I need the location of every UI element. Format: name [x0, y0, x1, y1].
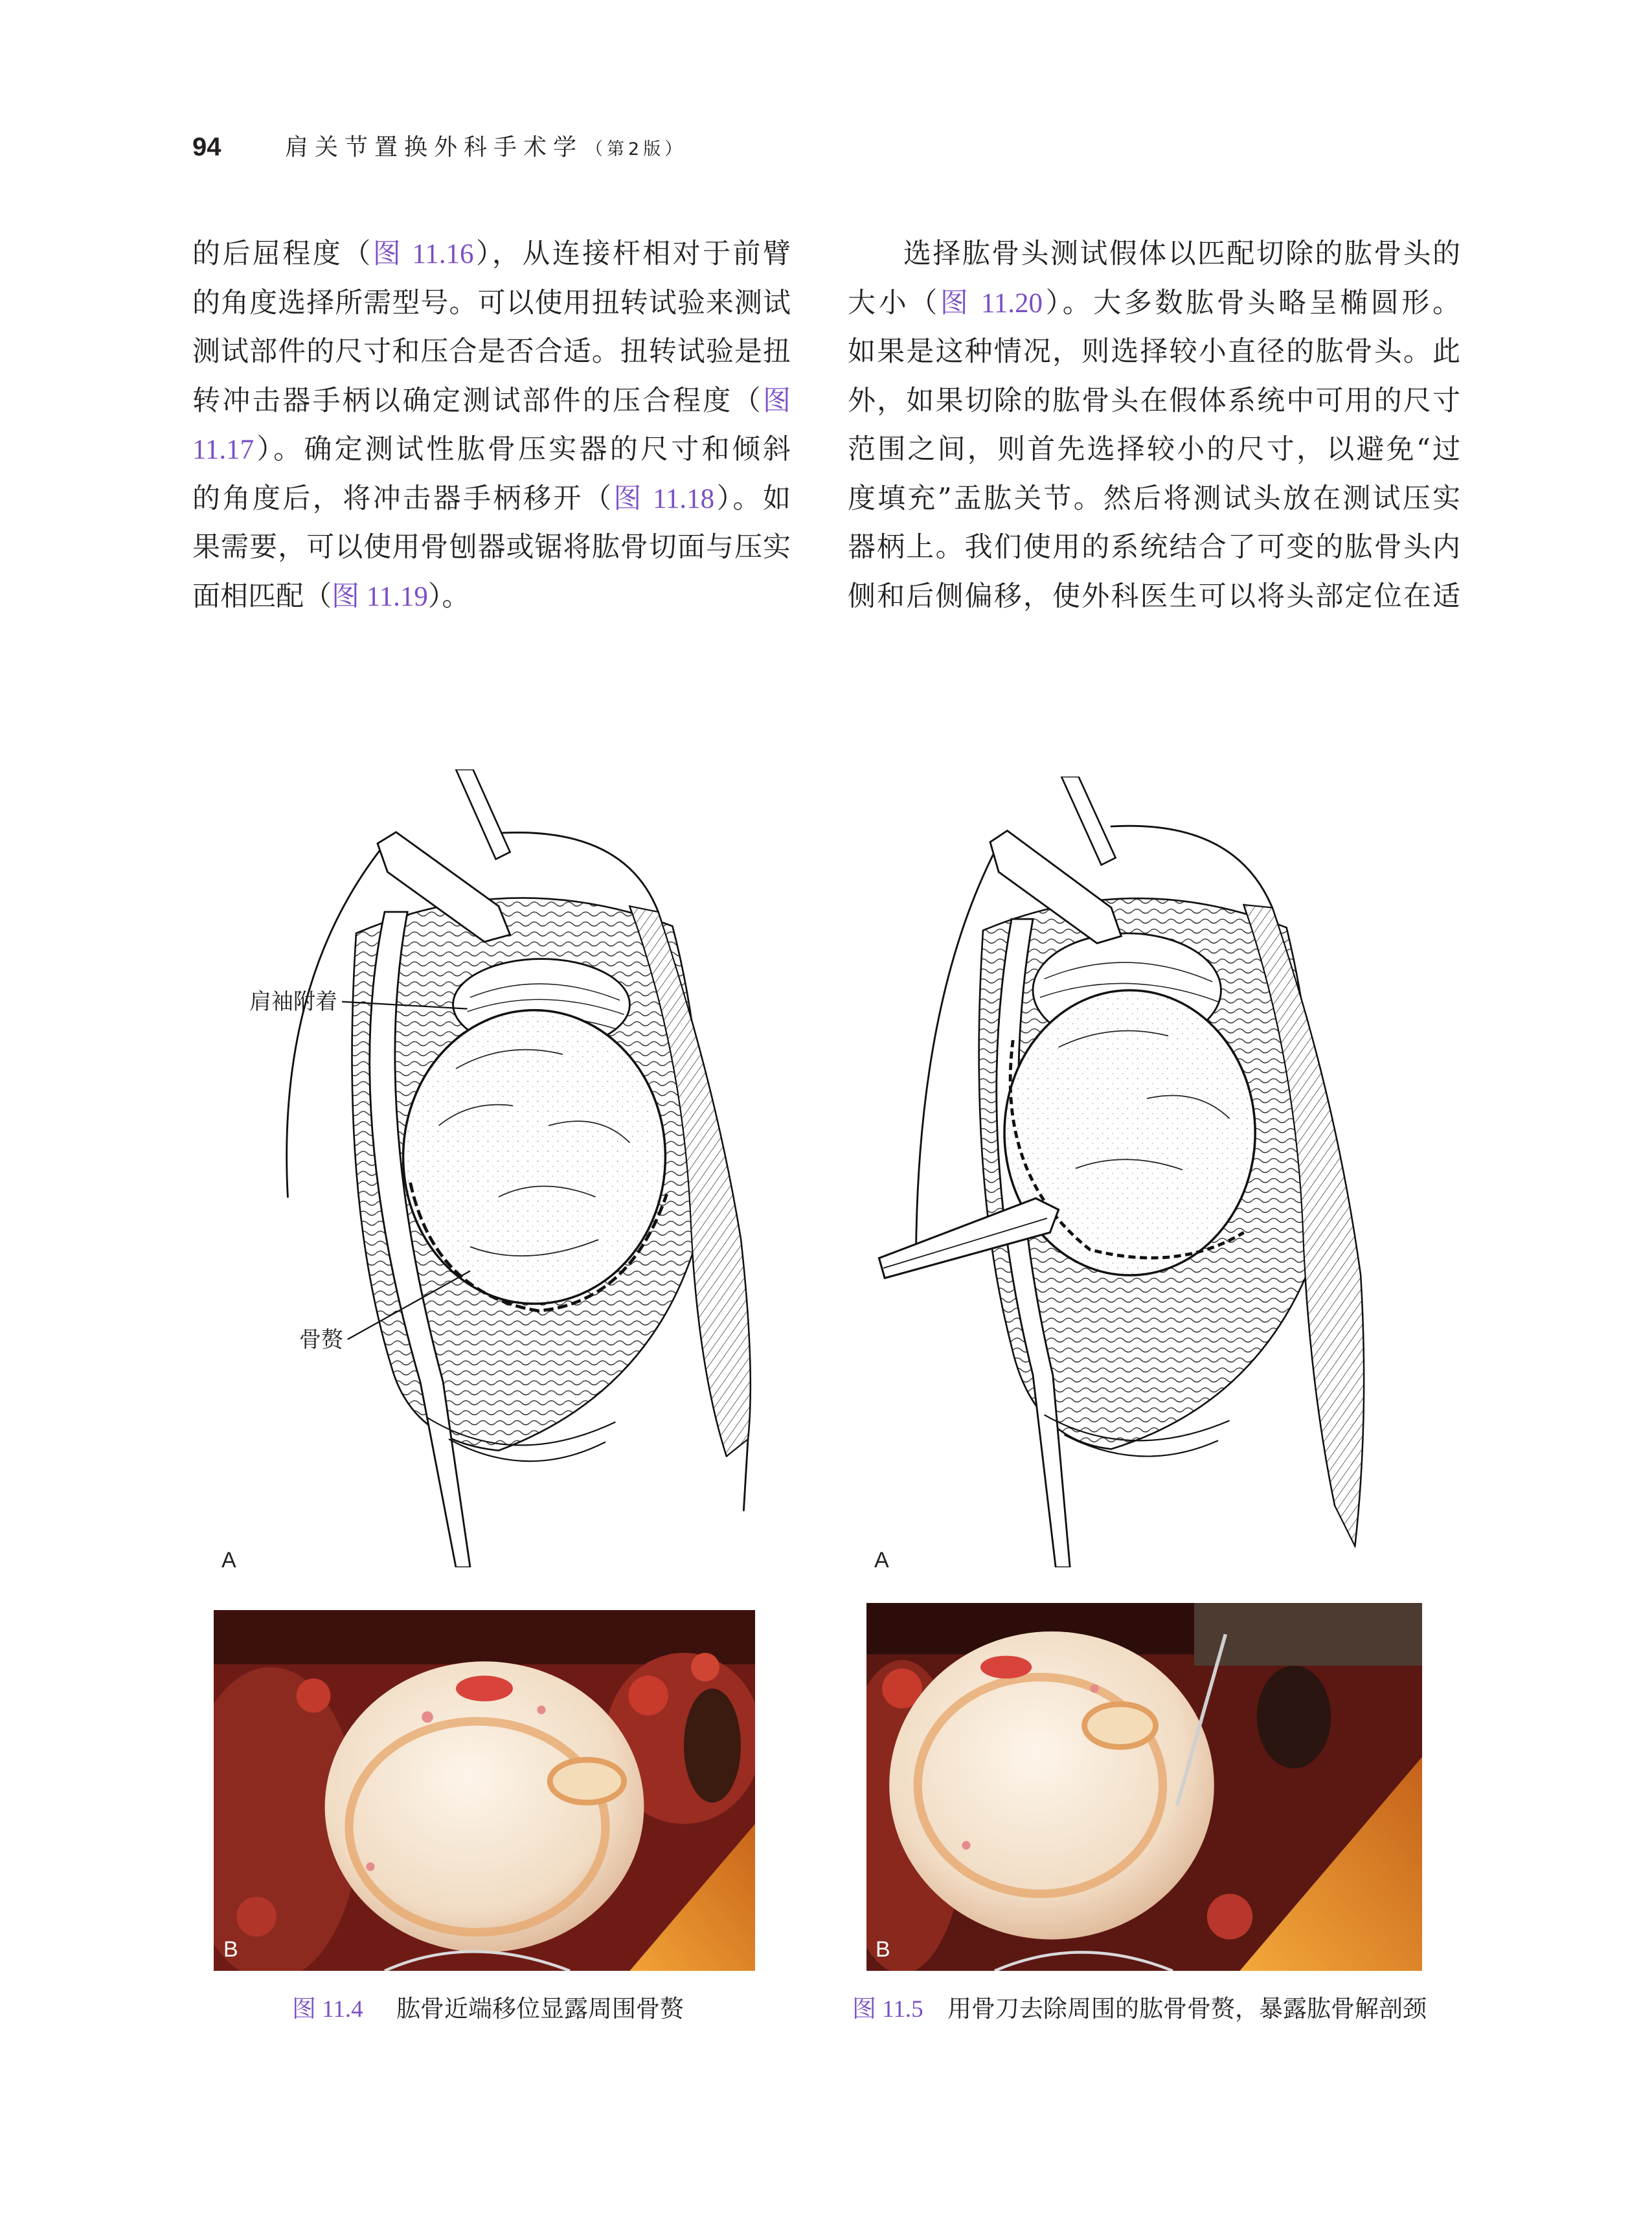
figure-11-4-illustration: [256, 769, 762, 1567]
right-column-line: [848, 523, 1460, 573]
right-column-line: [848, 475, 1460, 524]
right-column-line: [848, 328, 1460, 377]
right-column-line: [848, 279, 1460, 328]
figure-11-4-caption: [292, 1995, 363, 2024]
body-text: 的角度选择所需型号。可以使用扭转试验来测试: [192, 286, 791, 319]
figure-11-4-caption-text: 肱骨近端移位显露周围骨赘: [396, 1995, 684, 2023]
body-text: 转冲击器手柄以确定测试部件的压合程度（: [192, 384, 763, 417]
right-column-line: [848, 573, 1460, 622]
page-number: 94: [192, 133, 221, 161]
caption-number: 图 11.4: [292, 1996, 363, 2023]
body-text: 范围之间，则首先选择较小的尺寸，以避免“过: [848, 433, 1460, 466]
figure-11-5-panel-b-label: B: [876, 1937, 890, 1962]
figure-reference-link[interactable]: 图 11.18: [613, 483, 715, 514]
body-text: 器柄上。我们使用的系统结合了可变的肱骨头内: [848, 531, 1460, 563]
figure-11-5-photo: [866, 1603, 1422, 1971]
left-column-line: [192, 573, 791, 622]
figure-11-4-panel-a-label: A: [221, 1548, 236, 1573]
body-text: 大小（: [848, 286, 940, 319]
right-column-line: [848, 377, 1460, 426]
body-text: 果需要，可以使用骨刨器或锯将肱骨切面与压实: [192, 531, 791, 563]
body-text: ）。大多数肱骨头略呈椭圆形。: [1042, 286, 1460, 319]
figure-11-5-caption-text: 用骨刀去除周围的肱骨骨赘，暴露肱骨解剖颈: [947, 1995, 1427, 2023]
body-text: 的角度后，将冲击器手柄移开（: [192, 482, 614, 515]
figure-11-5-caption: [852, 1995, 923, 2024]
retractor-top-handle: [1061, 777, 1116, 865]
body-text: ）。如: [714, 482, 791, 515]
label-osteophyte: 骨赘: [299, 1327, 343, 1353]
acromion-edge: [1111, 826, 1273, 907]
left-column-line: [192, 377, 791, 426]
figure-reference-link[interactable]: 图: [763, 385, 791, 416]
figure-reference-link[interactable]: 图 11.16: [372, 239, 474, 269]
body-text: ）。: [427, 580, 470, 613]
left-column-line: [192, 475, 791, 524]
body-text: 侧和后侧偏移，使外科医生可以将头部定位在适: [848, 580, 1460, 613]
figure-reference-link[interactable]: 图 11.20: [940, 288, 1043, 319]
body-text: 选择肱骨头测试假体以匹配切除的肱骨头的: [903, 238, 1460, 270]
body-text: ）。确定测试性肱骨压实器的尺寸和倾斜: [254, 433, 791, 466]
humeral-head-photo: [325, 1661, 644, 1952]
label-rotator-cuff-attachment: 肩袖附着: [249, 989, 337, 1015]
caption-number: 图 11.5: [852, 1996, 923, 2023]
book-edition: （第2版）: [585, 139, 686, 159]
body-text: 的后屈程度（: [192, 238, 373, 270]
right-column-line: [848, 426, 1460, 475]
figure-reference-link[interactable]: 11.17: [192, 435, 255, 465]
left-column-line: [192, 328, 791, 377]
left-column-line: [192, 426, 791, 475]
left-column-line: [192, 230, 791, 279]
retractor-top-handle: [456, 769, 510, 859]
right-text-column: [848, 230, 1460, 621]
right-column-line: [848, 230, 1460, 279]
body-text: 面相匹配（: [192, 580, 332, 613]
left-text-column: [192, 230, 791, 621]
body-text: 测试部件的尺寸和压合是否合适。扭转试验是扭: [192, 335, 791, 368]
body-text: 如果是这种情况，则选择较小直径的肱骨头。此: [848, 335, 1460, 368]
figure-11-4-panel-b-label: B: [223, 1937, 238, 1962]
figure-11-4-photo: [214, 1610, 755, 1971]
book-title: 肩关节置换外科手术学: [285, 134, 583, 161]
figure-11-5-panel-a-label: A: [874, 1548, 889, 1573]
left-column-line: [192, 523, 791, 573]
figure-11-5-illustration: [876, 777, 1439, 1567]
running-head-title: [285, 133, 686, 165]
body-text: 外，如果切除的肱骨头在假体系统中可用的尺寸: [848, 384, 1460, 417]
body-text: 度填充”盂肱关节。然后将测试头放在测试压实: [848, 482, 1460, 515]
left-column-line: [192, 279, 791, 328]
figure-reference-link[interactable]: 图 11.19: [332, 581, 428, 612]
body-text: ），从连接杆相对于前臂: [473, 238, 791, 270]
